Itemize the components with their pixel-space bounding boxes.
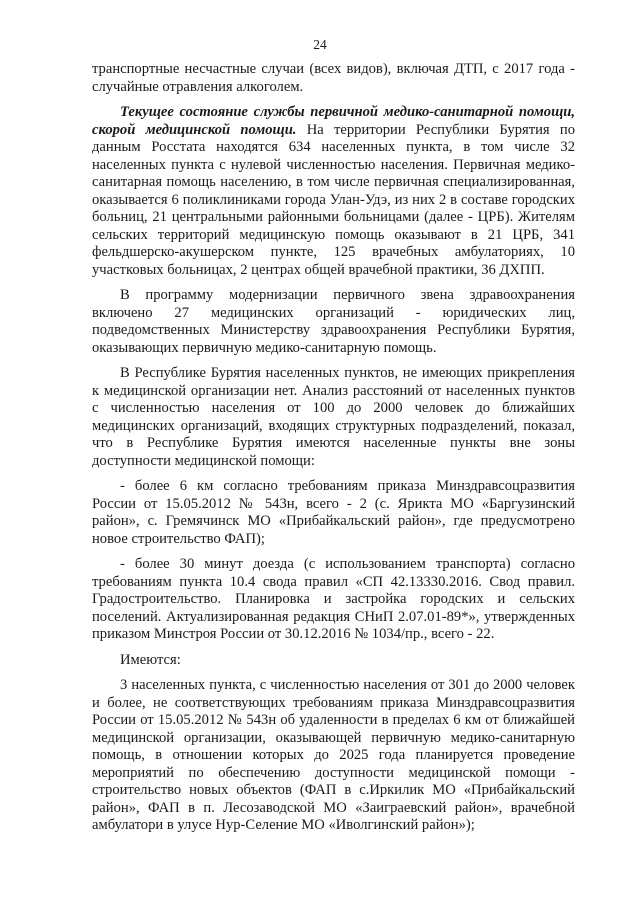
paragraph-2-text: На территории Республики Бурятия по данным Росстата находятся 634 населенных пункта, в том числе 32 населенных пункта с нулевой численностью населения. Первичная медико-санитарная помощь населению, в том числе первичная специализированная, оказывается 6 поликлиниками города Улан-Удэ, из них 2 в составе городских больниц, 21 центральными районными больницами (далее - ЦРБ). Жителям сельских территорий медицинскую помощь оказывают в 21 ЦРБ, 341 фельдшерско-акушерском пункте, 125 врачебных амбулаториях, 10 участковых больницах, 2 центрах общей врачебной практики, 36 ДХПП. xyxy=(92,121,575,278)
paragraph-4: В Республике Бурятия населенных пунктов, не имеющих прикрепления к медицинской организации нет. Анализ расстояний от населенных пунктов с численностью населения от 100 до 2000 человек до ближайших медицинских организаций, входящих структурных подразделений, показал, что в Республике Бурятия имеются населенные пункты вне зоны доступности медицинской помощи: xyxy=(92,365,575,469)
paragraph-2 xyxy=(92,104,575,279)
body-text xyxy=(92,61,575,835)
paragraph-3: В программу модернизации первичного звена здравоохранения включено 27 медицинских организаций - юридических лиц, подведомственных Министерству здравоохранения Республики Бурятия, оказывающих первичную медико-санитарную помощь. xyxy=(92,287,575,356)
list-item-distance: - более 6 км согласно требованиям приказа Минздравсоцразвития России от 15.05.2012 № 543н, всего - 2 (с. Ярикта МО «Баргузинский район», с. Гремячинск МО «Прибайкальский район», где предусмотрено новое строительство ФАП); xyxy=(92,478,575,547)
section-heading: Текущее состояние службы первичной медико-санитарной помощи, скорой медицинской помощи. xyxy=(92,104,575,138)
page-number: 24 xyxy=(313,37,327,52)
paragraph-1: транспортные несчастные случаи (всех видов), включая ДТП, с 2017 года - случайные отравления алкоголем. xyxy=(92,61,575,95)
list-item-travel-time: - более 30 минут доезда (с использованием транспорта) согласно требованиям пункта 10.4 свода правил «СП 42.13330.2016. Свод правил. Градостроительство. Планировка и застройка городских и сельских поселений. Актуализированная редакция СНиП 2.07.01-89*», утвержденных приказом Минстроя России от 30.12.2016 № 1034/пр., всего - 22. xyxy=(92,556,575,642)
paragraph-available: Имеются: xyxy=(120,651,181,668)
paragraph-settlements: 3 населенных пункта, с численностью населения от 301 до 2000 человек и более, не соответствующих требованиям приказа Минздравсоцразвития России от 15.05.2012 № 543н об удаленности в пределах 6 км от ближайшей медицинской организации, оказывающей первичную медико-санитарную помощь, в отношении которых до 2025 года планируется проведение мероприятий по обеспечению доступности медицинской помощи - строительство новых объектов (ФАП в с.Иркилик МО «Прибайкальский район», ФАП в п. Лесозаводской МО «Заиграевский район», врачебной амбулатори в улусе Нур-Селение МО «Иволгинский район»); xyxy=(92,677,575,833)
